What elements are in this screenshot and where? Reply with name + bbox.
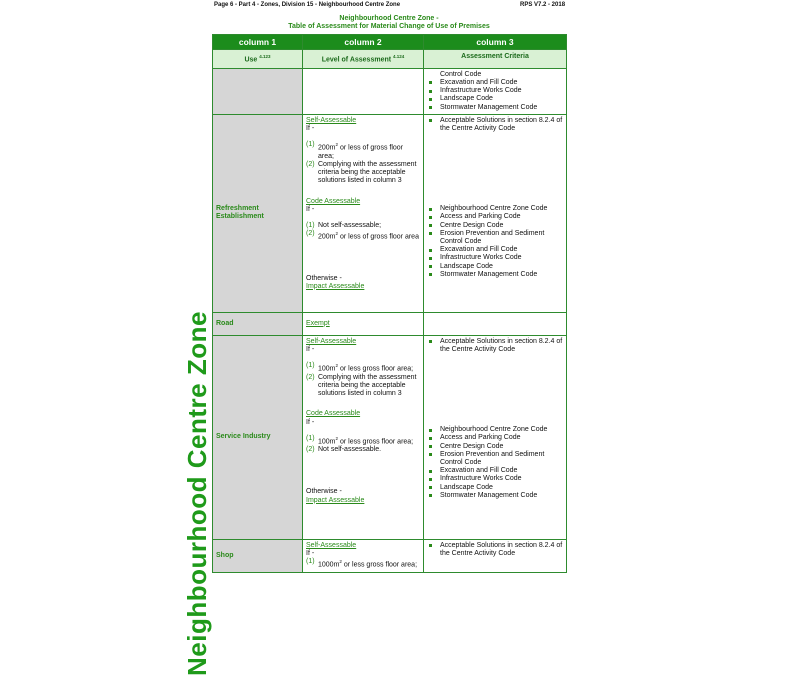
- condition-item: (2) Not self-assessable.: [306, 446, 382, 454]
- criteria-item: Neighbourhood Centre Zone Code: [427, 426, 563, 434]
- title-line-1: Neighbourhood Centre Zone -: [339, 15, 439, 22]
- column-1-header: column 1: [213, 35, 303, 50]
- title-line-2: Table of Assessment for Material Change of Use of Premises: [288, 23, 490, 30]
- level-cell: [303, 335, 424, 539]
- column-3-header: column 3: [424, 35, 567, 50]
- criteria-item: Excavation and Fill Code: [427, 79, 563, 87]
- criteria-item: Acceptable Solutions in section 8.2.4 of the Centre Activity Code: [427, 117, 563, 133]
- level-cell: [303, 539, 424, 572]
- condition-item: (1) $100m^2$ or less gross floor area;: [306, 362, 414, 373]
- level-cell: [303, 312, 424, 335]
- criteria-item: Excavation and Fill Code: [427, 246, 563, 254]
- table-row-road: [213, 312, 567, 335]
- condition-item: (2) Complying with the assessment criteria being the acceptable solutions listed in column 3: [306, 373, 417, 398]
- criteria-item: Infrastructure Works Code: [427, 87, 563, 95]
- if-label: If -: [306, 124, 315, 132]
- self-assessable-label: Self-Assessable: [306, 116, 357, 124]
- criteria-item: Erosion Prevention and Sediment Control Code: [427, 451, 563, 467]
- criteria-item: Acceptable Solutions in section 8.2.4 of the Centre Activity Code: [427, 338, 563, 354]
- criteria-item: Stormwater Management Code: [427, 104, 563, 112]
- page-header-right: RPS V7.2 - 2018: [520, 2, 566, 8]
- otherwise-label: Otherwise -: [306, 488, 342, 496]
- criteria-subheader: Assessment Criteria: [424, 50, 567, 69]
- criteria-cell: [424, 539, 567, 572]
- if-label: If -: [306, 345, 315, 353]
- criteria-item: Landscape Code: [427, 263, 563, 271]
- criteria-item: Infrastructure Works Code: [427, 254, 563, 262]
- impact-assessable-label: Impact Assessable: [306, 496, 365, 504]
- criteria-item: Landscape Code: [427, 95, 563, 103]
- criteria-cell: [424, 114, 567, 312]
- use-cell: [213, 68, 303, 114]
- criteria-item: Erosion Prevention and Sediment Control Code: [427, 230, 563, 246]
- criteria-item: Excavation and Fill Code: [427, 467, 563, 475]
- level-subheader: Level of Assessment $^{4.124}$: [303, 50, 424, 69]
- use-cell: Refreshment Establishment: [213, 114, 303, 312]
- table-row-shop: [213, 539, 567, 572]
- subheader-row: [213, 50, 567, 69]
- table-title: [212, 15, 566, 31]
- level-cell: [303, 114, 424, 312]
- criteria-cell: [424, 68, 567, 114]
- criteria-cell: [424, 335, 567, 539]
- if-label: If -: [306, 418, 315, 426]
- criteria-item: Stormwater Management Code: [427, 271, 563, 279]
- condition-item: (2) $200m^2$ or less of gross floor area: [306, 230, 419, 241]
- condition-item: (1) Not self-assessable;: [306, 221, 382, 229]
- criteria-item: Infrastructure Works Code: [427, 475, 563, 483]
- if-label: If -: [306, 205, 315, 213]
- criteria-item: Access and Parking Code: [427, 213, 563, 221]
- table-row-refreshment: [213, 114, 567, 312]
- condition-item: (1) $1000m^2$ or less gross floor area;: [306, 558, 418, 569]
- criteria-item: Centre Design Code: [427, 222, 563, 230]
- otherwise-label: Otherwise -: [306, 274, 342, 282]
- exempt-label: Exempt: [306, 319, 330, 327]
- level-cell: [303, 68, 424, 114]
- if-label: If -: [306, 549, 315, 557]
- code-assessable-label: Code Assessable: [306, 410, 361, 418]
- criteria-item: Control Code: [440, 70, 482, 78]
- criteria-cell: [424, 312, 567, 335]
- condition-item: (2) Complying with the assessment criteria being the acceptable solutions listed in column 3: [306, 160, 417, 185]
- use-cell: Road: [213, 312, 303, 335]
- impact-assessable-label: Impact Assessable: [306, 282, 365, 290]
- criteria-item: Landscape Code: [427, 484, 563, 492]
- condition-item: (1) $200m^2$ or less of gross floor area;: [306, 141, 404, 160]
- code-assessable-label: Code Assessable: [306, 197, 361, 205]
- criteria-item: Stormwater Management Code: [427, 492, 563, 500]
- self-assessable-label: Self-Assessable: [306, 337, 357, 345]
- self-assessable-label: Self-Assessable: [306, 541, 357, 549]
- use-subheader: Use $^{4.123}$: [213, 50, 303, 69]
- side-zone-label: Neighbourhood Centre Zone: [182, 311, 212, 676]
- table-row-service-industry: [213, 335, 567, 539]
- criteria-item: Neighbourhood Centre Zone Code: [427, 205, 563, 213]
- column-header-row: [213, 35, 567, 50]
- criteria-item: Centre Design Code: [427, 443, 563, 451]
- criteria-item: Access and Parking Code: [427, 434, 563, 442]
- table-row: [213, 68, 567, 114]
- condition-item: (1) $100m^2$ or less gross floor area;: [306, 434, 414, 446]
- page-header-left: Page 6 - Part 4 - Zones, Division 15 - Neighbourhood Centre Zone: [214, 2, 401, 8]
- column-2-header: column 2: [303, 35, 424, 50]
- assessment-table: [212, 34, 567, 573]
- criteria-item: Acceptable Solutions in section 8.2.4 of the Centre Activity Code: [427, 542, 563, 558]
- use-cell: Shop: [213, 539, 303, 572]
- use-cell: Service Industry: [213, 335, 303, 539]
